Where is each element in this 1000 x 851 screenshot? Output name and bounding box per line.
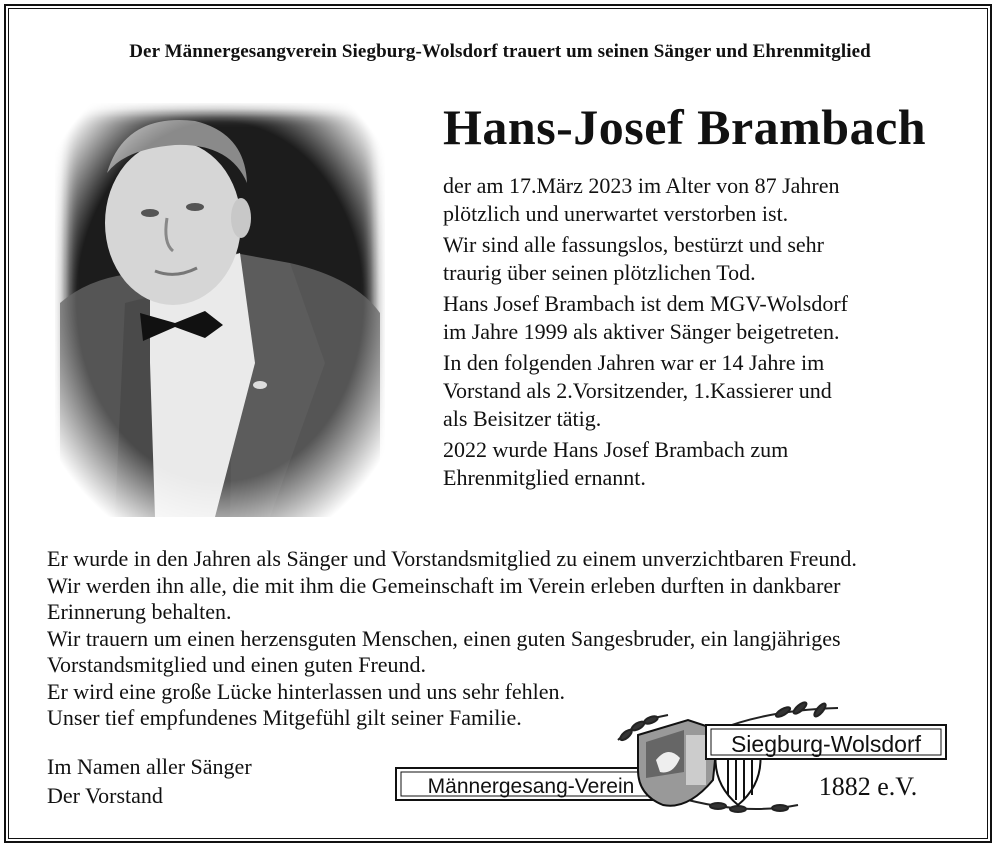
intro-paragraph	[443, 231, 963, 287]
header-line: Der Männergesangverein Siegburg-Wolsdorf trauert um seinen Sänger und Ehrenmitglied	[129, 41, 871, 62]
deceased-name: Hans-Josef Brambach	[443, 99, 927, 155]
intro-line: der am 17.März 2023 im Alter von 87 Jahren	[443, 173, 840, 198]
intro-line: Wir sind alle fassungslos, bestürzt und sehr	[443, 232, 824, 257]
intro-line: 2022 wurde Hans Josef Brambach zum	[443, 437, 789, 462]
intro-line: Hans Josef Brambach ist dem MGV-Wolsdorf	[443, 291, 848, 316]
body-line: Unser tief empfundenes Mitgefühl gilt seiner Familie.	[47, 705, 522, 730]
signature-line: Im Namen aller Sänger	[47, 754, 252, 779]
intro-line: als Beisitzer tätig.	[443, 406, 602, 431]
intro-line: Ehrenmitglied ernannt.	[443, 465, 646, 490]
signature	[47, 752, 252, 810]
body-line: Wir trauern um einen herzensguten Menschen, einen guten Sangesbruder, ein langjähriges	[47, 625, 841, 651]
intro-line: In den folgenden Jahren war er 14 Jahre im	[443, 350, 825, 375]
intro-text	[443, 172, 963, 495]
body-line: Er wurde in den Jahren als Sänger und Vorstandsmitglied zu einem unverzichtbaren Freund.	[47, 546, 857, 571]
intro-line: Vorstand als 2.Vorsitzender, 1.Kassierer und	[443, 378, 832, 403]
body-line: Erinnerung behalten.	[47, 599, 232, 624]
intro-line: traurig über seinen plötzlichen Tod.	[443, 260, 756, 285]
body-line: Vorstandsmitglied und einen guten Freund.	[47, 652, 427, 677]
logo-year: 1882 e.V.	[818, 772, 918, 801]
logo-right-text: Siegburg-Wolsdorf	[730, 731, 922, 757]
intro-paragraph	[443, 172, 963, 228]
intro-line: im Jahre 1999 als aktiver Sänger beigetreten.	[443, 319, 840, 344]
signature-line: Der Vorstand	[47, 783, 163, 808]
intro-paragraph	[443, 349, 963, 433]
intro-paragraph	[443, 436, 963, 492]
intro-line: plötzlich und unerwartet verstorben ist.	[443, 201, 789, 226]
body-line: Wir werden ihn alle, die mit ihm die Gemeinschaft im Verein erleben durften in dankbarer	[47, 572, 841, 598]
body-line: Er wird eine große Lücke hinterlassen und uns sehr fehlen.	[47, 678, 566, 704]
logo-left-text: Männergesang-Verein	[427, 775, 635, 798]
portrait-photo	[55, 103, 385, 517]
club-logo	[388, 700, 960, 818]
intro-paragraph	[443, 290, 963, 346]
